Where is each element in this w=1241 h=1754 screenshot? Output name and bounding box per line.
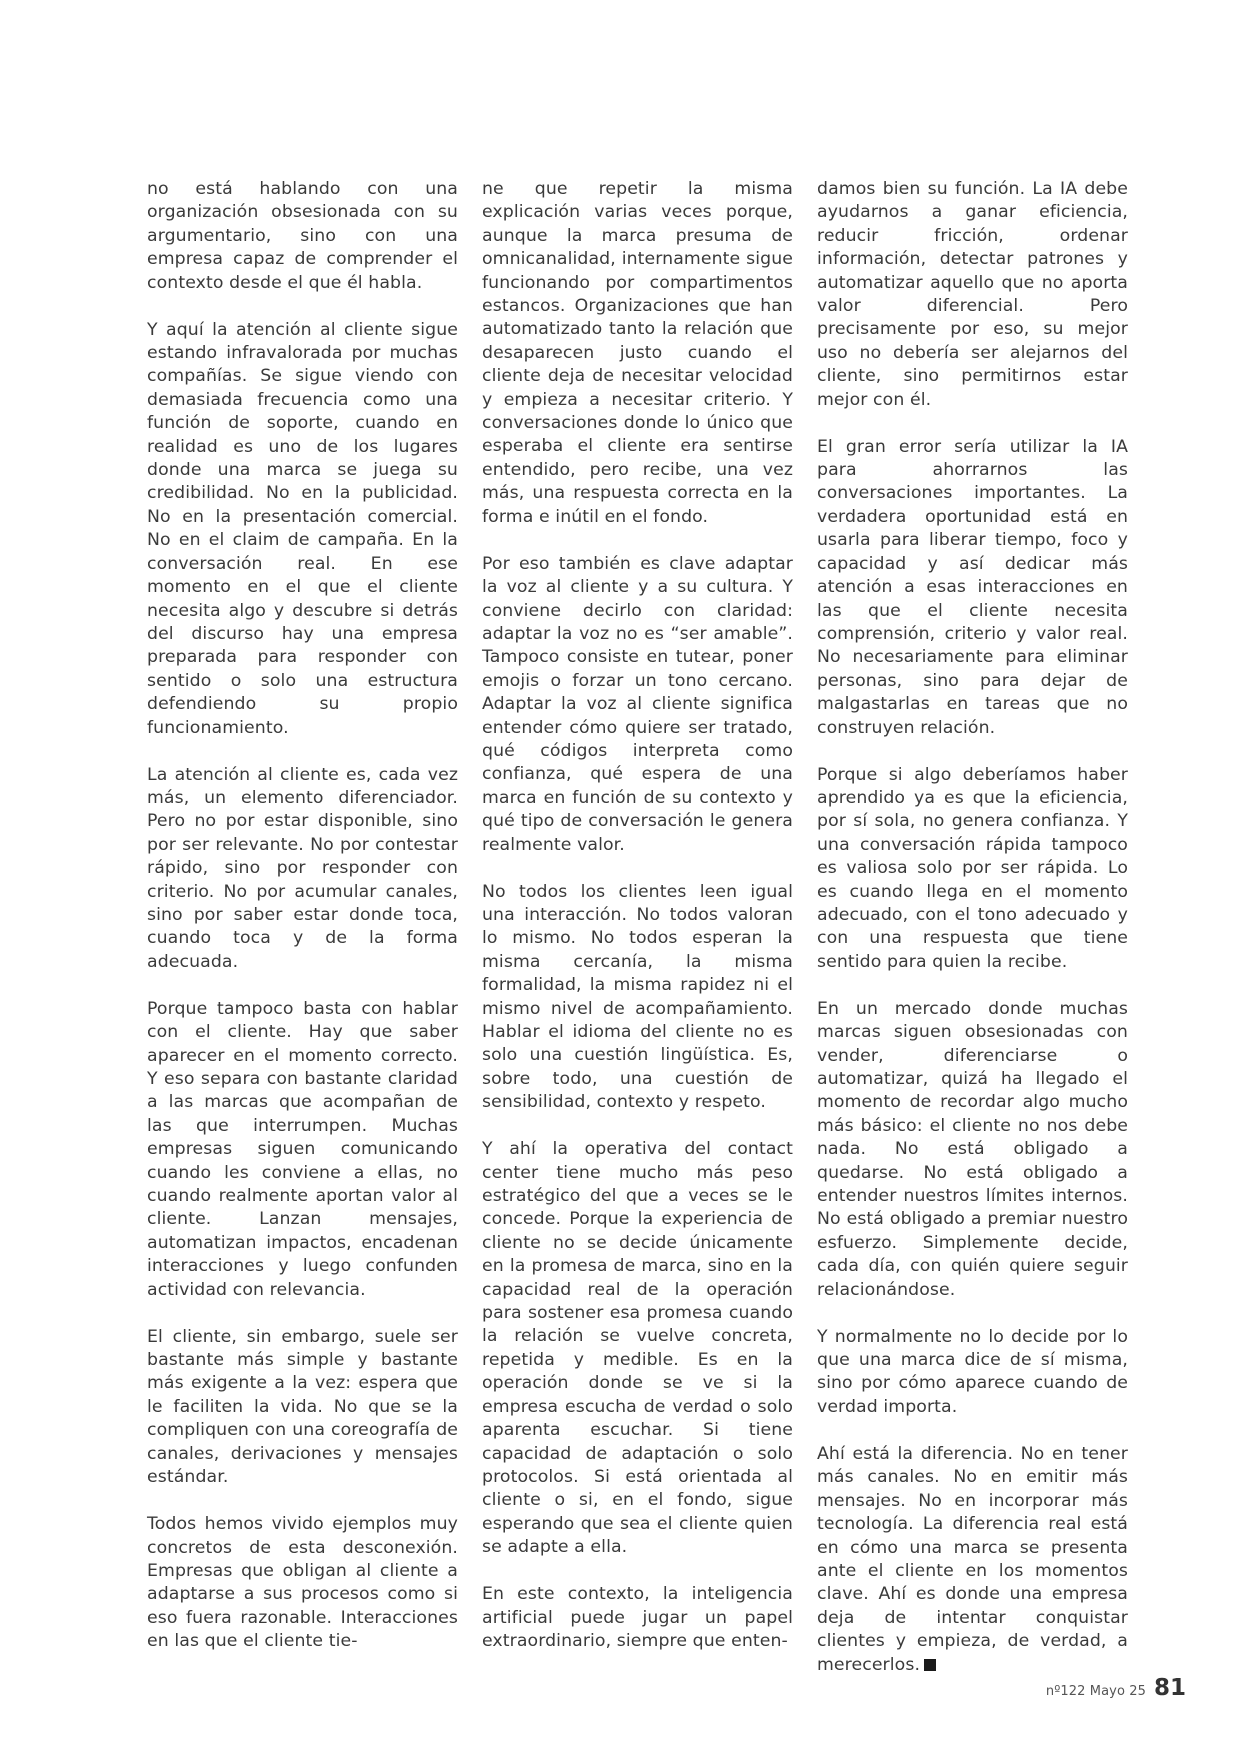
paragraph: La atención al cliente es, cada vez más, un elemento diferenciador. Pero no por estar disponible, sino por ser relevante. No por contestar rápido, sino por responder con criterio. No por acumular canales, sino por saber estar donde toca, cuando toca y de la forma adecuada. <box>147 764 458 972</box>
paragraph: Por eso también es clave adaptar la voz al cliente y a su cultura. Y conviene decirlo con claridad: adaptar la voz no es “ser amable”. Tampoco consiste en tutear, poner emojis o forzar un tono cercano. Adaptar la voz al cliente significa entender cómo quiere ser tratado, qué códigos interpreta como confianza, qué espera de una marca en función de su contexto y qué tipo de conversación le genera realmente valor. <box>482 553 793 855</box>
paragraph: Porque tampoco basta con hablar con el cliente. Hay que saber aparecer en el momento correcto. Y eso separa con bastante claridad a las marcas que acompañan de las que interrumpen. Muchas empresas siguen comunicando cuando les conviene a ellas, no cuando realmente aportan valor al cliente. Lanzan mensajes, automatizan impactos, encadenan interacciones y luego confunden actividad con relevancia. <box>147 998 458 1300</box>
paragraph: Y normalmente no lo decide por lo que una marca dice de sí misma, sino por cómo aparece cuando de verdad importa. <box>817 1326 1128 1417</box>
paragraph: damos bien su función. La IA debe ayudarnos a ganar eficiencia, reducir fricción, ordenar información, detectar patrones y automatizar aquello que no aporta valor diferencial. Pero precisamente por eso, su mejor uso no debería ser alejarnos del cliente, sino permitirnos estar mejor con él. <box>817 179 1128 410</box>
paragraph: Todos hemos vivido ejemplos muy concretos de esta desconexión. Empresas que obligan al cliente a adaptarse a sus procesos como si eso fuera razonable. Interacciones en las que el cliente tie- <box>147 1514 458 1652</box>
final-paragraph <box>817 1443 1128 1677</box>
paragraph: En un mercado donde muchas marcas siguen obsesionadas con vender, diferenciarse o automatizar, quizá ha llegado el momento de recordar algo mucho más básico: el cliente no nos debe nada. No está obligado a quedarse. No está obligado a entender nuestros límites internos. No está obligado a premiar nuestro esfuerzo. Simplemente decide, cada día, con quién quiere seguir relacionándose. <box>817 998 1128 1300</box>
paragraph: En este contexto, la inteligencia artificial puede jugar un papel extraordinario, siempre que enten- <box>482 1584 793 1651</box>
paragraph: Y ahí la operativa del contact center tiene mucho más peso estratégico del que a veces se le concede. Porque la experiencia de cliente no se decide únicamente en la promesa de marca, sino en la capacidad real de la operación para sostener esa promesa cuando la relación se vuelve concreta, repetida y medible. Es en la operación donde se ve si la empresa escucha de verdad o solo aparenta escuchar. Si tiene capacidad de adaptación o solo protocolos. Si está orientada al cliente o si, en el fondo, sigue esperando que sea el cliente quien se adapte a ella. <box>482 1139 793 1558</box>
end-of-article-mark <box>924 1659 936 1671</box>
issue-info: nº122 Mayo 25 <box>1045 1684 1146 1699</box>
paragraph: Y aquí la atención al cliente sigue estando infravalorada por muchas compañías. Se sigue viendo con demasiada frecuencia como una función de soporte, cuando en realidad es uno de los lugares donde una marca se juega su credibilidad. No en la publicidad. No en la presentación comercial. No en el claim de campaña. En la conversación real. En ese momento en el que el cliente necesita algo y descubre si detrás del discurso hay una empresa preparada para responder con sentido o solo una estructura defendiendo su propio funcionamiento. <box>147 319 458 738</box>
paragraph: Porque si algo deberíamos haber aprendido ya es que la eficiencia, por sí sola, no genera confianza. Y una conversación rápida tampoco es valiosa solo por ser rápida. Lo es cuando llega en el momento adecuado, con el tono adecuado y con una respuesta que tiene sentido para quien la recibe. <box>817 764 1128 972</box>
page-number: 81 <box>1153 1675 1186 1701</box>
paragraph: ne que repetir la misma explicación varias veces porque, aunque la marca presuma de omnicanalidad, internamente sigue funcionando por compartimentos estancos. Organizaciones que han automatizado tanto la relación que desaparecen justo cuando el cliente deja de necesitar velocidad y empieza a necesitar criterio. Y conversaciones donde lo único que esperaba el cliente era sentirse entendido, pero recibe, una vez más, una respuesta correcta en la forma e inútil en el fondo. <box>482 179 793 527</box>
final-paragraph-text: Ahí está la diferencia. No en tener más canales. No en emitir más mensajes. No en incorporar más tecnología. La diferencia real está en cómo una marca se presenta ante el cliente en los momentos clave. Ahí es donde una empresa deja de intentar conquistar clientes y empieza, de verdad, a merecerlos. <box>817 1443 1128 1675</box>
article-column-3 <box>817 178 1128 1677</box>
article-column-1 <box>147 178 458 1654</box>
page-footer <box>1046 1675 1186 1701</box>
paragraph: No todos los clientes leen igual una interacción. No todos valoran lo mismo. No todos esperan la misma cercanía, la misma formalidad, la misma rapidez ni el mismo nivel de acompañamiento. Hablar el idioma del cliente no es solo una cuestión lingüística. Es, sobre todo, una cuestión de sensibilidad, contexto y respeto. <box>482 881 793 1113</box>
paragraph: El gran error sería utilizar la IA para ahorrarnos las conversaciones importantes. La verdadera oportunidad está en usarla para liberar tiempo, foco y capacidad y así dedicar más atención a esas interacciones en las que el cliente necesita comprensión, criterio y valor real. No necesariamente para eliminar personas, sino para dejar de malgastarlas en tareas que no construyen relación. <box>817 436 1128 738</box>
article-column-2 <box>482 178 793 1653</box>
paragraph: El cliente, sin embargo, suele ser bastante más simple y bastante más exigente a la vez: espera que le faciliten la vida. No que se la compliquen con una coreografía de canales, derivaciones y mensajes estándar. <box>147 1326 458 1488</box>
paragraph: no está hablando con una organización obsesionada con su argumentario, sino con una empresa capaz de comprender el contexto desde el que él habla. <box>147 179 458 293</box>
